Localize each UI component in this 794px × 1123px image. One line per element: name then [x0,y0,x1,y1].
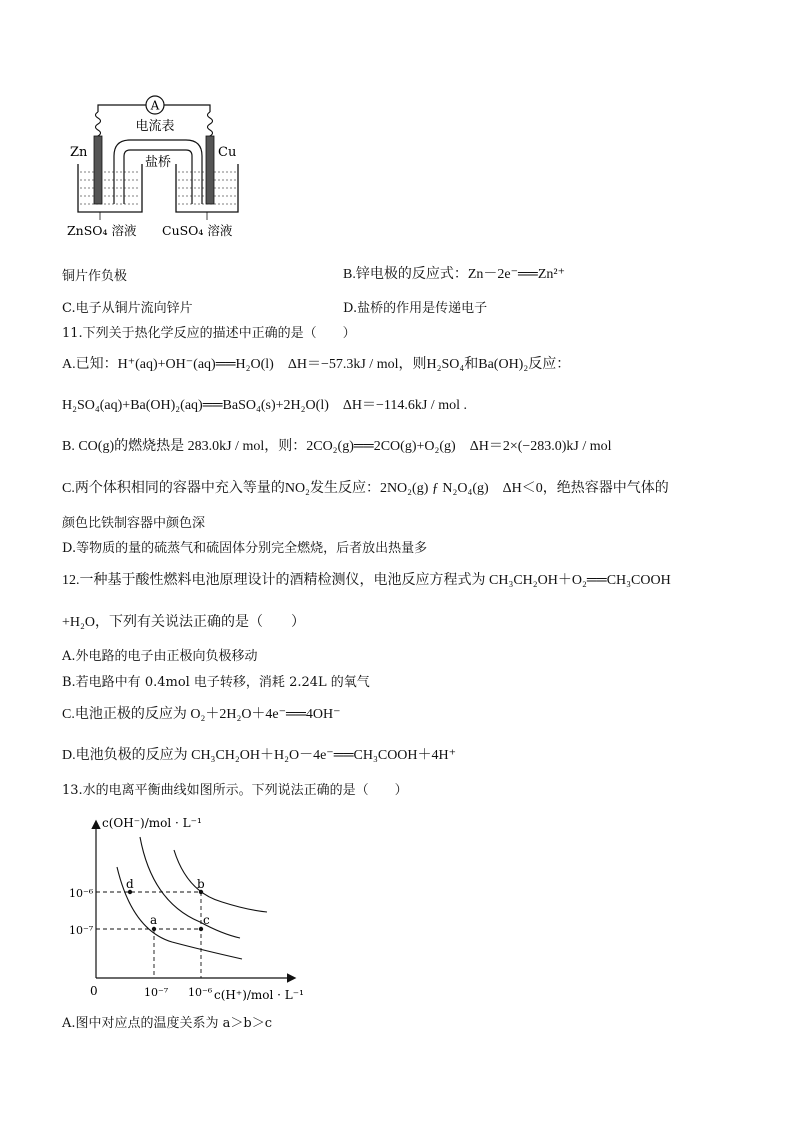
point-a-marker [152,927,156,931]
point-c-label: c [203,913,210,927]
q11-option-a-line1: A.已知：H⁺(aq)+OH⁻(aq)══H₂O(l) ΔH＝−57.3kJ / mol，则H₂SO₄和Ba(OH)₂反应： [62,357,571,372]
left-electrode-label: Zn [70,145,88,160]
point-b-label: b [197,877,205,891]
x-tick-low: 10⁻⁷ [144,986,169,999]
left-solution-label: ZnSO₄ 溶液 [67,223,137,238]
q13-stem: 13.水的电离平衡曲线如图所示。下列说法正确的是（ ） [62,783,408,798]
right-solution-label: CuSO₄ 溶液 [162,223,233,238]
q12-option-d: D.电池负极的反应为 CH₃CH₂OH＋H₂O－4e⁻══CH₃COOH＋4H⁺ [62,748,457,763]
q10-option-a: 铜片作负极 [62,269,128,284]
cu-electrode [206,136,214,204]
q12-option-a: A.外电路的电子由正极向负极移动 [62,649,258,664]
galvanic-cell-diagram [62,92,252,242]
y-axis-label: c(OH⁻)/mol · L⁻¹ [102,816,202,830]
ammeter-label: 电流表 [135,119,175,134]
q12-option-b: B.若电路中有 0.4mol 电子转移，消耗 2.24L 的氧气 [62,675,370,690]
q11-option-d: D.等物质的量的硫蒸气和硫固体分别完全燃烧，后者放出热量多 [62,541,428,556]
x-axis-label: c(H⁺)/mol · L⁻¹ [214,988,304,1002]
y-tick-high: 10⁻⁶ [69,887,94,900]
x-tick-high: 10⁻⁶ [188,986,213,999]
water-ionization-graph [62,812,312,1007]
q10-option-c: C.电子从铜片流向锌片 [62,301,193,316]
q11-option-b: B. CO(g)的燃烧热是 283.0kJ / mol，则：2CO₂(g)══2CO(g)+O₂(g) ΔH＝2×(−283.0)kJ / mol [62,439,612,454]
point-c-marker [199,927,203,931]
q12-stem-line2: +H₂O，下列有关说法正确的是（ ） [62,615,305,630]
q11-option-c-line2: 颜色比铁制容器中颜色深 [62,516,206,531]
q11-stem: 11.下列关于热化学反应的描述中正确的是（ ） [62,326,356,341]
zn-electrode [94,136,102,204]
salt-bridge-label: 盐桥 [144,155,172,170]
origin-label: 0 [90,984,98,998]
right-electrode-label: Cu [218,145,237,160]
y-tick-low: 10⁻⁷ [69,924,94,937]
point-a-label: a [150,913,158,927]
q10-option-b: B.锌电极的反应式：Zn－2e⁻══Zn²⁺ [343,267,565,282]
q11-option-c-line1: C.两个体积相同的容器中充入等量的NO₂发生反应：2NO₂(g) ƒ N₂O₄(g) ΔH＜0，绝热容器中气体的 [62,481,669,496]
ammeter-symbol: A [150,98,160,113]
q12-stem-line1: 12.一种基于酸性燃料电池原理设计的酒精检测仪，电池反应方程式为 CH₃CH₂OH＋O₂══CH₃COOH [62,573,671,588]
point-d-label: d [126,877,134,891]
q10-option-d: D.盐桥的作用是传递电子 [343,301,488,316]
q12-option-c: C.电池正极的反应为 O₂＋2H₂O＋4e⁻══4OH⁻ [62,707,341,722]
curve-lower [117,867,242,959]
curve-upper [174,850,267,912]
q11-option-a-line2: H₂SO₄(aq)+Ba(OH)₂(aq)══BaSO₄(s)+2H₂O(l) ΔH＝−114.6kJ / mol . [62,398,467,413]
q13-option-a: A.图中对应点的温度关系为 a＞b＞c [62,1016,273,1031]
